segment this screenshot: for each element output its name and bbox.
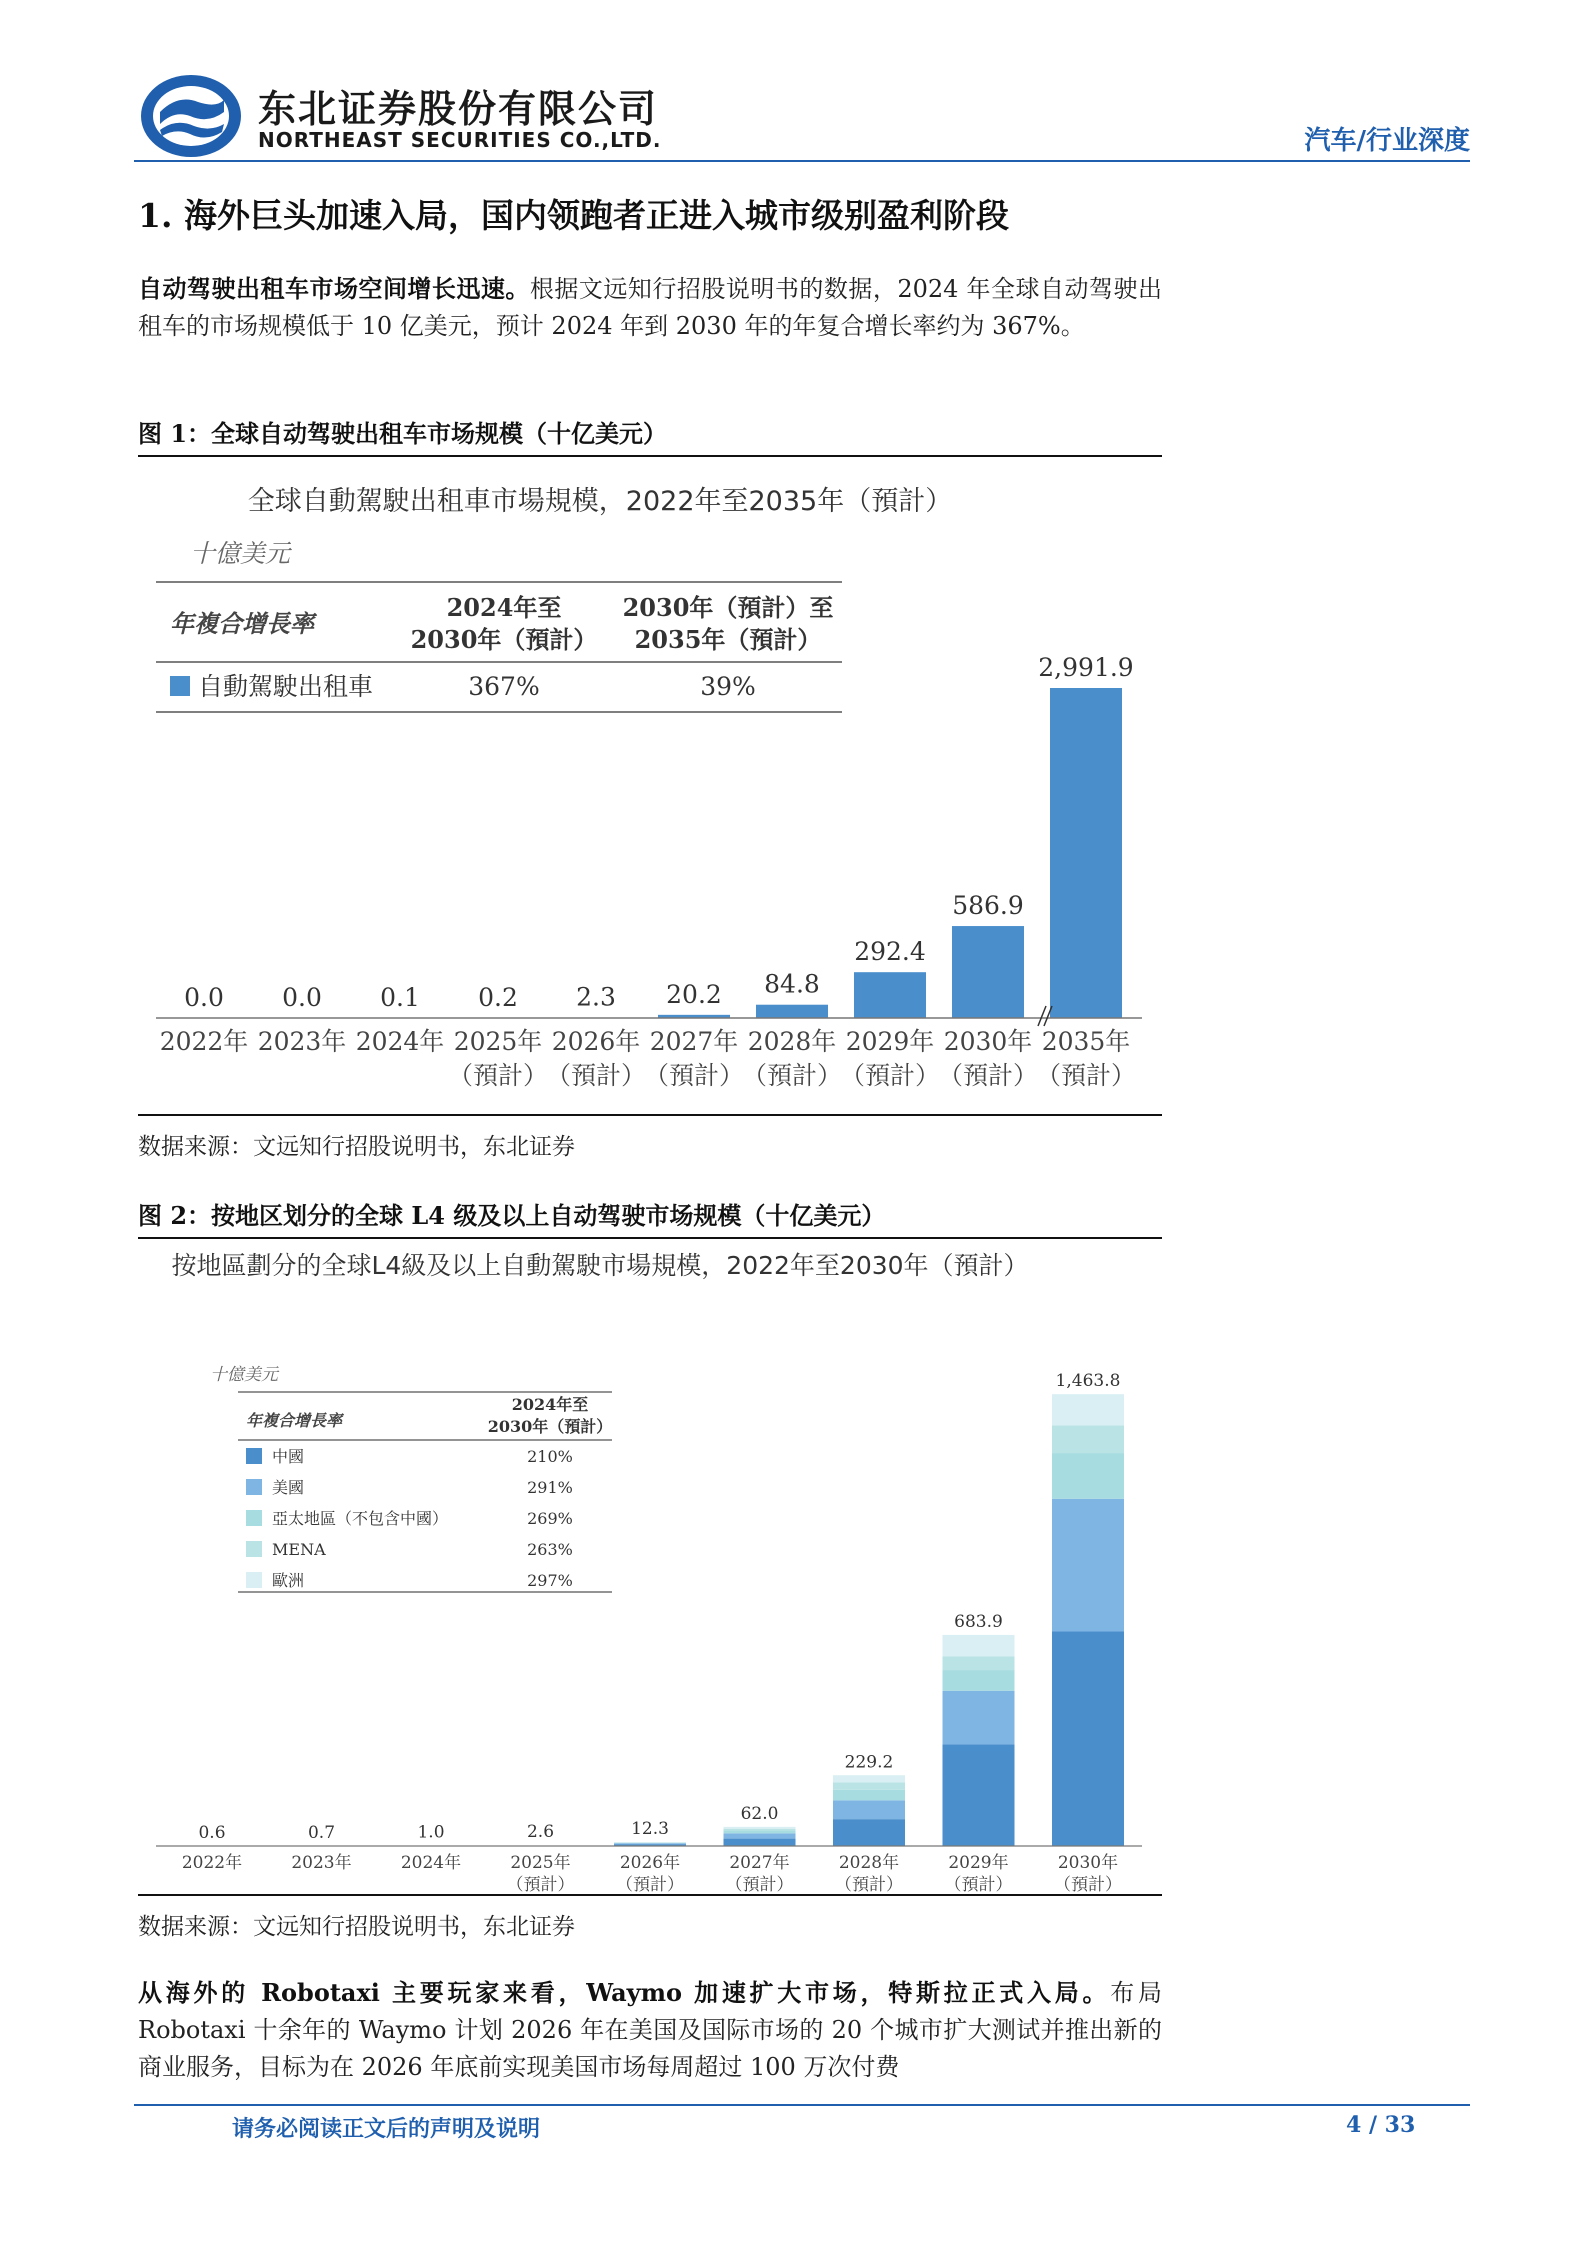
x-tick-sublabel: （預計）	[545, 1061, 647, 1090]
x-tick-sublabel: （預計）	[839, 1061, 941, 1090]
legend-cagr: 269%	[527, 1509, 573, 1528]
x-tick-sublabel: （預計）	[835, 1875, 903, 1894]
cagr-col1-line2: 2030年（預計）	[410, 625, 598, 654]
l4-market-by-region-chart	[138, 1244, 1162, 1894]
bar-2030年	[952, 926, 1024, 1018]
cagr-col1-value: 367%	[468, 672, 540, 701]
bar-2029年	[854, 972, 926, 1018]
cagr-col-line1: 2024年至	[511, 1395, 589, 1414]
legend-label: 亞太地區（不包含中國）	[272, 1509, 449, 1528]
bar-value-label: 2,991.9	[1038, 653, 1134, 682]
chart-unit: 十億美元	[210, 1365, 278, 1385]
paragraph-body: 布局 Robotaxi 十余年的 Waymo 计划 2026 年在美国及国际市场的 20 个城市扩大测试并推出新的商业服务，目标为在 2026 年底前实现美国市场每周超过 100 万次付费	[138, 1979, 1162, 2081]
bar-value-label: 0.1	[380, 982, 420, 1012]
legend-label: 中國	[272, 1447, 305, 1466]
bar-total-label: 62.0	[740, 1803, 779, 1824]
x-tick-label: 2028年	[838, 1853, 900, 1873]
x-tick-sublabel: （預計）	[616, 1875, 684, 1894]
bar-value-label: 0.2	[478, 982, 518, 1012]
legend-swatch	[246, 1479, 262, 1495]
x-tick-label: 2024年	[400, 1853, 462, 1873]
x-tick-sublabel: （預計）	[944, 1875, 1013, 1894]
header-divider	[134, 160, 1470, 162]
bar-total-label: 2.6	[526, 1822, 555, 1843]
bar-value-label: 0.0	[282, 983, 322, 1012]
bar-segment-MENA	[1052, 1425, 1124, 1453]
bar-value-label: 20.2	[666, 979, 722, 1009]
bar-value-label: 586.9	[952, 891, 1024, 921]
company-name-en: NORTHEAST SECURITIES CO.,LTD.	[258, 128, 662, 152]
x-tick-label: 2026年	[619, 1853, 681, 1873]
section-heading: 1. 海外巨头加速入局，国内领跑者正进入城市级别盈利阶段	[138, 196, 1009, 235]
x-tick-label: 2035年	[1041, 1027, 1131, 1056]
bar-value-label: 0.0	[184, 983, 224, 1012]
paragraph-body: 根据文远知行招股说明书的数据，2024 年全球自动驾驶出租车的市场规模低于 10 亿美元，预计 2024 年到 2030 年的年复合增长率约为 367%。	[138, 275, 1162, 340]
cagr-row-header: 年複合增長率	[170, 609, 314, 638]
chart-unit: 十億美元	[190, 539, 291, 568]
report-category: 汽车/行业深度	[1304, 126, 1470, 156]
bar-total-label: 12.3	[631, 1819, 669, 1840]
x-tick-label: 2030年	[943, 1027, 1033, 1056]
bar-segment-亞太地區（不包含中國）	[833, 1790, 905, 1800]
bar-segment-中國	[943, 1744, 1015, 1846]
figure-1-bottom-rule	[138, 1114, 1162, 1116]
chart-title: 按地區劃分的全球L4級及以上自動駕駛市場規模，2022年至2030年（預計）	[171, 1251, 1029, 1280]
legend-swatch	[246, 1572, 262, 1588]
x-tick-label: 2028年	[747, 1027, 837, 1056]
axis-break-icon	[1038, 1006, 1052, 1026]
x-tick-label: 2030年	[1057, 1853, 1119, 1873]
legend	[246, 1447, 573, 1590]
paragraph-lead: 从海外的 Robotaxi 主要玩家来看，Waymo 加速扩大市场，特斯拉正式入局。	[138, 1978, 1111, 2007]
bar-value-label: 2.3	[576, 982, 616, 1012]
bar-segment-中國	[724, 1839, 796, 1846]
cagr-col2-line1: 2030年（預計）至	[622, 593, 834, 622]
figure-1-caption: 图 1：全球自动驾驶出租车市场规模（十亿美元）	[138, 414, 1162, 457]
cagr-col2-line2: 2035年（預計）	[634, 625, 822, 654]
legend-cagr: 291%	[527, 1478, 573, 1497]
cagr-series-name: 自動駕駛出租車	[198, 672, 374, 701]
bar-segment-亞太地區（不包含中國）	[1052, 1453, 1124, 1499]
x-tick-label: 2022年	[159, 1027, 249, 1056]
x-tick-label: 2024年	[355, 1027, 445, 1056]
bar-segment-MENA	[943, 1656, 1015, 1670]
bar-total-label: 1.0	[417, 1822, 445, 1843]
bar-group	[160, 653, 1136, 1090]
bar-value-label: 292.4	[854, 937, 926, 967]
bar-total-label: 1,463.8	[1055, 1371, 1121, 1392]
bar-total-label: 229.2	[844, 1752, 894, 1773]
bar-segment-亞太地區（不包含中國）	[943, 1670, 1015, 1691]
bar-segment-歐洲	[724, 1827, 796, 1829]
company-logo-icon	[138, 72, 244, 160]
footer-divider	[134, 2104, 1470, 2106]
paragraph-overseas-players	[138, 1974, 1162, 2086]
bar-segment-歐洲	[833, 1775, 905, 1782]
figure-2-caption: 图 2：按地区划分的全球 L4 级及以上自动驾驶市场规模（十亿美元）	[138, 1196, 1162, 1239]
robotaxi-market-bar-chart	[138, 470, 1162, 1110]
x-tick-label: 2025年	[510, 1853, 571, 1873]
bar-segment-中國	[833, 1819, 905, 1846]
paragraph-lead: 自动驾驶出租车市场空间增长迅速。	[138, 274, 530, 303]
figure-2-bottom-rule	[138, 1894, 1162, 1896]
bar-segment-美國	[943, 1691, 1015, 1745]
bar-total-label: 0.7	[307, 1822, 336, 1843]
cagr-col2-value: 39%	[700, 672, 756, 701]
bar-segment-美國	[724, 1833, 796, 1838]
bar-total-label: 683.9	[954, 1611, 1003, 1632]
legend-swatch	[246, 1448, 262, 1464]
x-tick-label: 2023年	[291, 1853, 352, 1873]
bar-segment-美國	[1052, 1499, 1124, 1632]
paragraph-market-growth	[138, 270, 1162, 345]
x-tick-sublabel: （預計）	[725, 1875, 794, 1894]
bar-value-label: 84.8	[764, 969, 820, 999]
company-name-cn: 东北证券股份有限公司	[258, 87, 659, 131]
legend-cagr: 210%	[527, 1447, 573, 1466]
chart-title: 全球自動駕駛出租車市場規模，2022年至2035年（預計）	[247, 486, 953, 517]
figure-1-source: 数据来源：文远知行招股说明书，东北证券	[138, 1134, 575, 1160]
legend-swatch	[246, 1541, 262, 1557]
legend-cagr: 263%	[527, 1540, 573, 1559]
bar-segment-MENA	[724, 1829, 796, 1831]
bar-2035年	[1050, 688, 1122, 1018]
x-tick-label: 2026年	[551, 1027, 641, 1056]
bar-segment-歐洲	[943, 1635, 1015, 1657]
bar-segment-MENA	[833, 1782, 905, 1789]
x-tick-sublabel: （預計）	[447, 1061, 549, 1090]
bar-segment-亞太地區（不包含中國）	[724, 1831, 796, 1834]
bar-segment-美國	[614, 1843, 686, 1844]
bar-2028年	[756, 1005, 828, 1018]
page-number: 4 / 33	[1346, 2112, 1416, 2138]
bar-segment-美國	[833, 1800, 905, 1819]
x-tick-sublabel: （預計）	[937, 1061, 1039, 1090]
cagr-col-line2: 2030年（預計）	[487, 1417, 613, 1436]
x-tick-sublabel: （預計）	[1035, 1061, 1137, 1090]
x-tick-label: 2027年	[729, 1853, 790, 1873]
x-tick-sublabel: （預計）	[643, 1061, 745, 1090]
legend-cagr: 297%	[527, 1571, 573, 1590]
x-tick-sublabel: （預計）	[1054, 1875, 1122, 1894]
legend-swatch	[246, 1510, 262, 1526]
x-tick-label: 2029年	[948, 1853, 1009, 1873]
bar-segment-中國	[1052, 1631, 1124, 1846]
x-tick-label: 2027年	[649, 1027, 739, 1056]
legend-label: MENA	[272, 1540, 326, 1559]
legend-label: 美國	[272, 1478, 305, 1497]
x-tick-label: 2029年	[845, 1027, 935, 1056]
x-tick-label: 2025年	[453, 1027, 543, 1056]
x-tick-label: 2023年	[257, 1027, 347, 1056]
bar-total-label: 0.6	[198, 1822, 226, 1843]
footer-disclaimer: 请务必阅读正文后的声明及说明	[232, 2116, 541, 2142]
legend-swatch	[170, 676, 190, 696]
legend-label: 歐洲	[272, 1571, 305, 1590]
bar-segment-歐洲	[1052, 1394, 1124, 1425]
x-tick-sublabel: （預計）	[506, 1875, 575, 1894]
bar-group	[182, 1371, 1124, 1894]
x-tick-label: 2022年	[181, 1853, 243, 1873]
cagr-col1-line1: 2024年至	[446, 593, 562, 622]
cagr-row-header: 年複合增長率	[246, 1411, 343, 1430]
x-tick-sublabel: （預計）	[741, 1061, 843, 1090]
figure-2-source: 数据来源：文远知行招股说明书，东北证券	[138, 1914, 575, 1940]
